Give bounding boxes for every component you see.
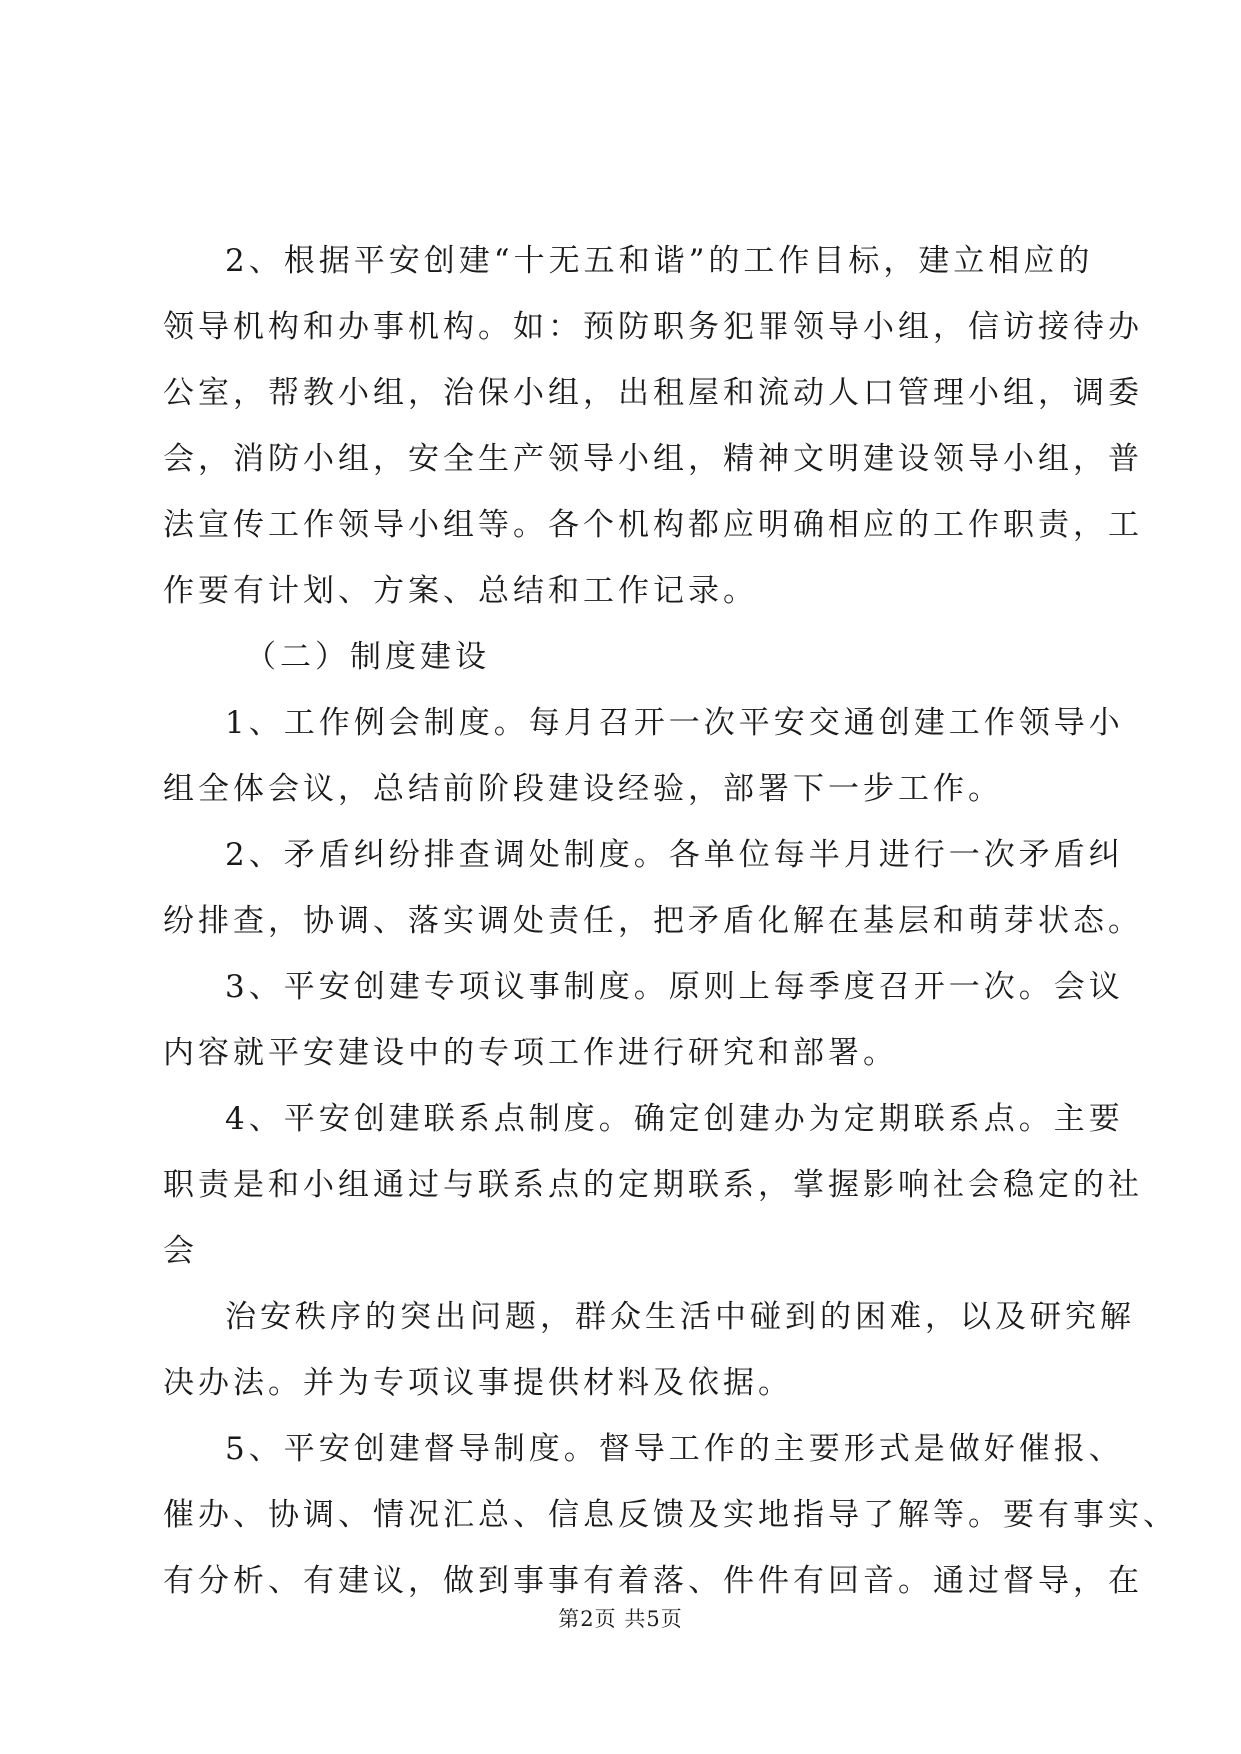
paragraph-line: 领导机构和办事机构。如：预防职务犯罪领导小组，信访接待办 [163,309,1143,345]
paragraph-line: 职责是和小组通过与联系点的定期联系，掌握影响社会稳定的社 [163,1167,1143,1203]
paragraph-line: 纷排查，协调、落实调处责任，把矛盾化解在基层和萌芽状态。 [163,903,1143,939]
section-heading: （二）制度建设 [245,639,490,675]
page-number-footer: 第2页 共5页 [558,1607,683,1631]
paragraph-line: 作要有计划、方案、总结和工作记录。 [163,573,758,609]
paragraph-line: 5、平安创建督导制度。督导工作的主要形式是做好催报、 [225,1431,1124,1467]
paragraph-line: 2、矛盾纠纷排查调处制度。各单位每半月进行一次矛盾纠 [225,837,1124,873]
paragraph-line: 治安秩序的突出问题，群众生活中碰到的困难，以及研究解 [225,1299,1135,1335]
paragraph-line: 公室，帮教小组，治保小组，出租屋和流动人口管理小组，调委 [163,375,1143,411]
paragraph-line: 决办法。并为专项议事提供材料及依据。 [163,1365,793,1401]
paragraph-line: 法宣传工作领导小组等。各个机构都应明确相应的工作职责，工 [163,507,1143,543]
paragraph-line: 2、根据平安创建“十无五和谐”的工作目标，建立相应的 [225,243,1094,279]
paragraph-line: 催办、协调、情况汇总、信息反馈及实地指导了解等。要有事实、 [163,1497,1178,1533]
paragraph-line: 有分析、有建议，做到事事有着落、件件有回音。通过督导，在 [163,1563,1143,1599]
paragraph-line: 4、平安创建联系点制度。确定创建办为定期联系点。主要 [225,1101,1124,1137]
paragraph-line: 内容就平安建设中的专项工作进行研究和部署。 [163,1035,898,1071]
paragraph-line: 会，消防小组，安全生产领导小组，精神文明建设领导小组，普 [163,441,1143,477]
paragraph-line: 1、工作例会制度。每月召开一次平安交通创建工作领导小 [225,705,1124,741]
paragraph-line: 会 [163,1233,198,1269]
paragraph-line: 3、平安创建专项议事制度。原则上每季度召开一次。会议 [225,969,1124,1005]
paragraph-line: 组全体会议，总结前阶段建设经验，部署下一步工作。 [163,771,1003,807]
document-body [163,228,1178,1614]
